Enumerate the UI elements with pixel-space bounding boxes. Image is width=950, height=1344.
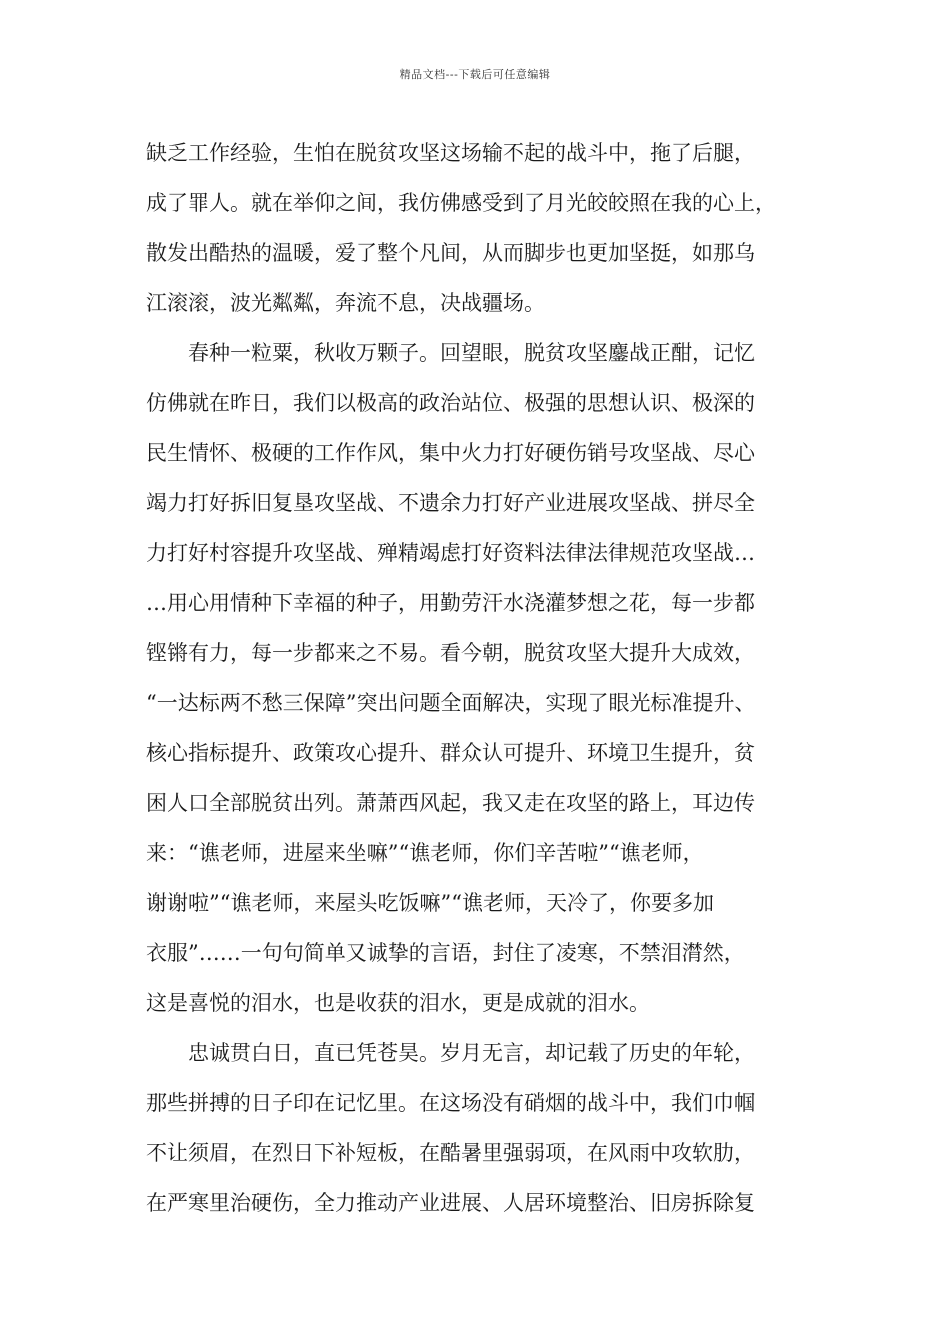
text-line: 缺乏工作经验，生怕在脱贫攻坚这场输不起的战斗中，拖了后腿， [146,141,755,165]
text-line: 那些拼搏的日子印在记忆里。在这场没有硝烟的战斗中，我们巾帼 [146,1091,755,1115]
text-line: 江滚滚，波光粼粼，奔流不息，决战疆场。 [146,291,545,315]
text-line: 忠诚贯白日，直已凭苍昊。岁月无言，却记载了历史的年轮， [146,1041,755,1065]
text-line: “一达标两不愁三保障”突出问题全面解决，实现了眼光标准提升、 [146,691,756,715]
text-line: 衣服”……一句句简单又诚挚的言语，封住了凌寒，不禁泪潸然， [146,941,745,965]
page-header: 精品文档---下载后可任意编辑 [399,68,551,81]
text-line: 民生情怀、极硬的工作作风，集中火力打好硬伤销号攻坚战、尽心 [146,441,755,465]
text-line: 铿锵有力，每一步都来之不易。看今朝，脱贫攻坚大提升大成效， [146,641,755,665]
text-line: 成了罪人。就在举仰之间，我仿佛感受到了月光皎皎照在我的心上， [146,191,776,215]
text-line: 不让须眉，在烈日下补短板，在酷暑里强弱项，在风雨中攻软肋， [146,1141,755,1165]
text-line: 竭力打好拆旧复垦攻坚战、不遗余力打好产业进展攻坚战、拼尽全 [146,491,755,515]
text-line: 仿佛就在昨日，我们以极高的政治站位、极强的思想认识、极深的 [146,391,755,415]
text-line: …用心用情种下幸福的种子，用勤劳汗水浇灌梦想之花，每一步都 [146,591,755,615]
text-line: 散发出酷热的温暖，爱了整个凡间，从而脚步也更加坚挺，如那乌 [146,241,755,265]
text-line: 来：“谯老师，进屋来坐嘛”“谯老师，你们辛苦啦”“谯老师， [146,841,704,865]
text-line: 谢谢啦”“谯老师，来屋头吃饭嘛”“谯老师，天冷了，你要多加 [146,891,714,915]
text-line: 困人口全部脱贫出列。萧萧西风起，我又走在攻坚的路上，耳边传 [146,791,755,815]
text-line: 力打好村容提升攻坚战、殚精竭虑打好资料法律法律规范攻坚战… [146,541,755,565]
text-line: 春种一粒粟，秋收万颗子。回望眼，脱贫攻坚鏖战正酣，记忆 [146,341,755,365]
body-text [146,128,836,1228]
text-line: 在严寒里治硬伤，全力推动产业进展、人居环境整治、旧房拆除复 [146,1191,755,1215]
text-line: 这是喜悦的泪水，也是收获的泪水，更是成就的泪水。 [146,991,650,1015]
text-line: 核心指标提升、政策攻心提升、群众认可提升、环境卫生提升，贫 [146,741,755,765]
